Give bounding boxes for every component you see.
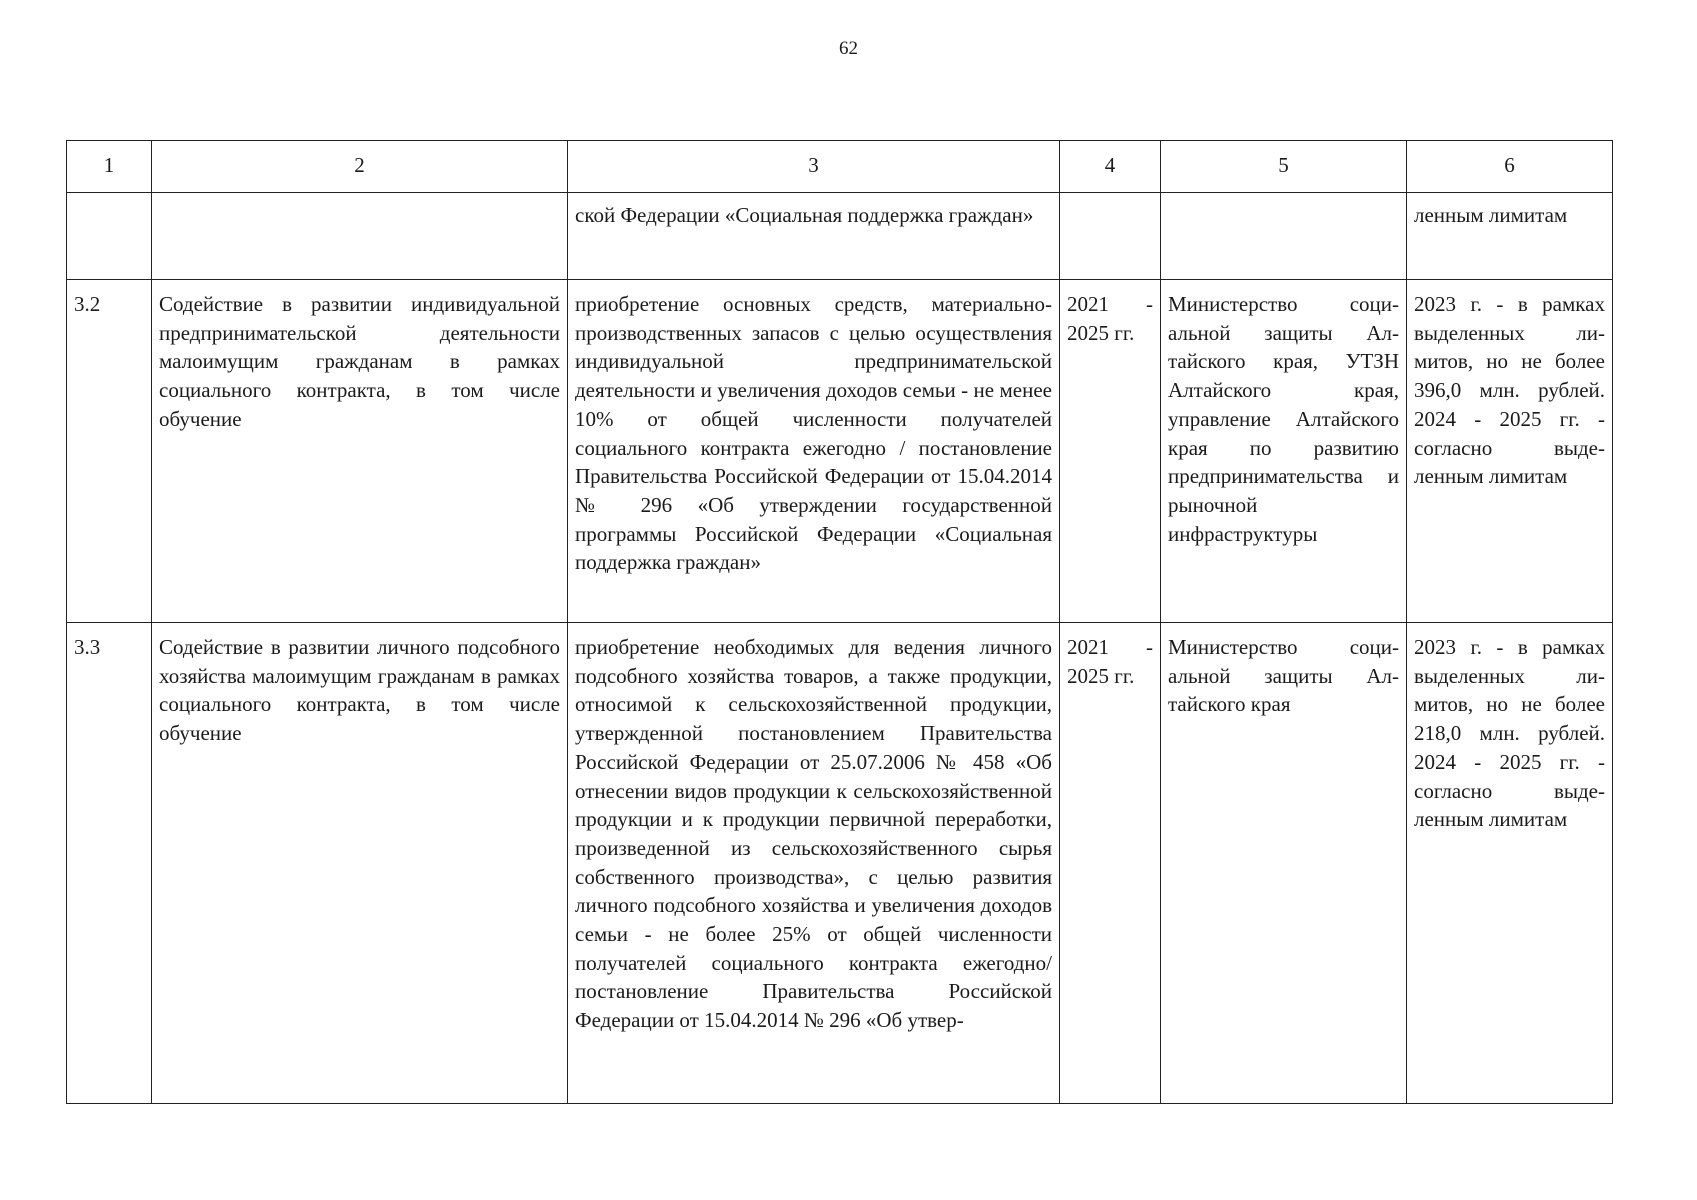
funding-cell: ленным лимитам — [1407, 193, 1613, 280]
table-row — [67, 280, 1613, 623]
row-number — [67, 193, 152, 280]
executor-cell: Министерство социальной защиты Алтайского края — [1161, 623, 1407, 1104]
funding-cell: 2023 г. - в рамках выделенных лимитов, но не более 396,0 млн. рублей. 2024 - 2025 гг. - согласно выделенным лимитам — [1407, 280, 1613, 623]
result-cell: ской Федерации «Социальная поддержка граждан» — [568, 193, 1060, 280]
column-header-2: 2 — [152, 141, 568, 193]
page-number: 62 — [839, 38, 858, 59]
measures-table — [66, 140, 1613, 1104]
column-header-1: 1 — [67, 141, 152, 193]
event-cell: Содействие в развитии личного подсобного хозяйства малоимущим гражданам в рамках социального контракта, в том числе обучение — [152, 623, 568, 1104]
table-header-row — [67, 141, 1613, 193]
period-cell: 2021 - 2025 гг. — [1060, 280, 1161, 623]
period-cell: 2021 - 2025 гг. — [1060, 623, 1161, 1104]
table-row — [67, 193, 1613, 280]
column-header-3: 3 — [568, 141, 1060, 193]
result-cell: приобретение необходимых для ведения личного подсобного хозяйства товаров, а также продукции, относимой к сельскохозяйственной продукции, утвержденной постановлением Правительства Российской Федерации от 25.07.2006 № 458 «Об отнесении видов продукции к сельскохозяйственной продукции и к продукции первичной переработки, произведенной из сельскохозяйственного сырья собственного производства», с целью развития личного подсобного хозяйства и увеличения доходов семьи - не более 25% от общей численности получателей социального контракта ежегодно/постановление Правительства Российской Федерации от 15.04.2014 № 296 «Об утвер- — [568, 623, 1060, 1104]
row-number: 3.3 — [67, 623, 152, 1104]
table-row — [67, 623, 1613, 1104]
column-header-6: 6 — [1407, 141, 1613, 193]
result-cell: приобретение основных средств, материально-производственных запасов с целью осуществления индивидуальной предпринимательской деятельности и увеличения доходов семьи - не менее 10% от общей численности получателей социального контракта ежегодно / постановление Правительства Российской Федерации от 15.04.2014 № 296 «Об утверждении государственной программы Российской Федерации «Социальная поддержка граждан» — [568, 280, 1060, 623]
funding-cell: 2023 г. - в рамках выделенных лимитов, но не более 218,0 млн. рублей. 2024 - 2025 гг. - согласно выделенным лимитам — [1407, 623, 1613, 1104]
event-cell — [152, 193, 568, 280]
column-header-4: 4 — [1060, 141, 1161, 193]
event-cell: Содействие в развитии индивидуальной предпринимательской деятельности малоимущим гражданам в рамках социального контракта, в том числе обучение — [152, 280, 568, 623]
row-number: 3.2 — [67, 280, 152, 623]
column-header-5: 5 — [1161, 141, 1407, 193]
executor-cell: Министерство социальной защиты Алтайского края, УТЗН Алтайского края, управление Алтайского края по развитию предпринимательства и рыночной инфраструктуры — [1161, 280, 1407, 623]
executor-cell — [1161, 193, 1407, 280]
period-cell — [1060, 193, 1161, 280]
